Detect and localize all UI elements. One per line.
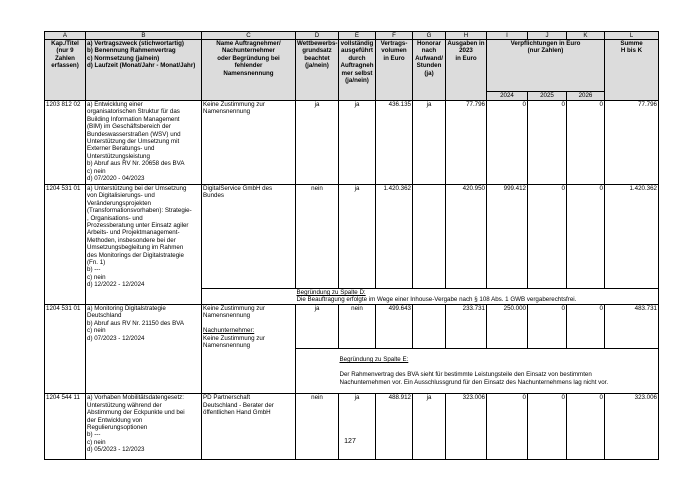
ausgaben-cell: 323.006 [446, 394, 487, 460]
table-row [45, 394, 659, 460]
header-auftragnehmer: Name Auftragnehmer/ Nachunternehmer oder Begründung bei fehlender Namensnennung [202, 40, 296, 101]
column-letter: L [605, 32, 659, 40]
year-2025: 2025 [528, 92, 567, 101]
column-letter: D [296, 32, 339, 40]
ausgaben-cell: 420.950 [446, 185, 487, 289]
column-letter: I [487, 32, 528, 40]
header-wettbewerb: Wettbewerbs- grundsatz beachtet (ja/nein) [296, 40, 339, 101]
header-honorar: Honorar nach Aufwand/ Stunden (ja) [413, 40, 446, 101]
auftragnehmer-cell: Keine Zustimmung zur Namensnennung [202, 101, 296, 185]
wettbewerb-cell: nein [296, 185, 339, 289]
header-row [45, 40, 659, 92]
wettbewerb-cell: nein [296, 394, 339, 460]
nachunternehmer-label: Nachunternehmer: [203, 327, 255, 335]
summe-cell: 1.420.362 [605, 185, 659, 289]
year-2026: 2026 [567, 92, 605, 101]
begruendung-title: Begründung zu Spalte E: [339, 356, 409, 364]
verpflichtung-2025-cell: 0 [528, 305, 567, 349]
begruendung-spacer [202, 289, 296, 305]
header-vertragsvolumen: Vertrags- volumen in Euro [376, 40, 413, 101]
column-letter: H [446, 32, 487, 40]
table-row [45, 305, 659, 349]
begruendung-spacer [296, 349, 339, 394]
column-letter: A [45, 32, 86, 40]
kap-titel-cell: 1204 544 11 [45, 394, 86, 460]
header-summe: Summe H bis K [605, 40, 659, 101]
column-letter: F [376, 32, 413, 40]
verpflichtung-2025-cell: 0 [528, 394, 567, 460]
selbst-cell: ja [339, 101, 376, 185]
vertragszweck-cell: a) Monitoring Digitalstrategie Deutschland b) Abruf aus RV Nr. 21150 des BVA c) nein d) 07/2023 - 12/2024 [86, 305, 202, 394]
column-letter: J [528, 32, 567, 40]
volumen-cell: 488.912 [376, 394, 413, 460]
verpflichtung-2026-cell: 0 [567, 101, 605, 185]
begruendung-title: Begründung zu Spalte D: [296, 289, 366, 296]
honorar-cell [413, 185, 446, 289]
ausgaben-cell: 77.796 [446, 101, 487, 185]
volumen-cell: 499.643 [376, 305, 413, 349]
volumen-cell: 1.420.362 [376, 185, 413, 289]
column-letter: C [202, 32, 296, 40]
selbst-cell: nein [339, 305, 376, 349]
verpflichtung-2026-cell: 0 [567, 185, 605, 289]
header-ausgaben: Ausgaben in 2023 in Euro [446, 40, 487, 101]
table-row [45, 185, 659, 289]
column-letter-row [45, 32, 659, 40]
verpflichtung-2026-cell: 0 [567, 305, 605, 349]
verpflichtung-2025-cell: 0 [528, 185, 567, 289]
begruendung-cell [296, 289, 659, 305]
honorar-cell: ja [413, 394, 446, 460]
nachunternehmer-text: Keine Zustimmung zur Namensnennung [203, 334, 265, 350]
page-number: 127 [344, 438, 356, 445]
auftragnehmer-cell [202, 305, 296, 394]
verpflichtung-2024-cell: 250.000 [487, 305, 528, 349]
kap-titel-cell: 1203 812 02 [45, 101, 86, 185]
kap-titel-cell: 1204 531 01 [45, 305, 86, 394]
selbst-cell: ja [339, 394, 376, 460]
kap-titel-cell: 1204 531 01 [45, 185, 86, 305]
summe-cell: 483.731 [605, 305, 659, 349]
column-letter: G [413, 32, 446, 40]
begruendung-cell [339, 349, 659, 394]
auftragnehmer-cell: DigitalService GmbH des Bundes [202, 185, 296, 289]
summe-cell: 77.796 [605, 101, 659, 185]
vertragszweck-cell: a) Entwicklung einer organisatorischen Struktur für das Building Information Management (BIM) im Geschäftsbereich der Bundeswasserstraßen (WSV) und Unterstützung der Umsetzung mit Externer Beratungs- und Unterstützungsleistung b) Abruf aus RV Nr. 20658 des BVA c) nein d) 07/2020 - 04/2023 [86, 101, 202, 185]
column-letter: K [567, 32, 605, 40]
header-vertragszweck: a) Vertragszweck (stichwortartig) b) Benennung Rahmenvertrag c) Normsetzung (ja/nein) d) Laufzeit (Monat/Jahr - Monat/Jahr) [86, 40, 202, 101]
begruendung-text: Der Rahmenvertrag des BVA sieht für bestimmte Leistungsteile den Einsatz von bestimmten Nachunternehmen vor. Ein Ausschlussgrund für den Einsatz des Nachunternehmens lag nicht vor. [339, 371, 609, 386]
column-letter: B [86, 32, 202, 40]
vertragszweck-cell: a) Vorhaben Mobilitätsdatengesetz: Unterstützung während der Abstimmung der Eckpunkte und bei der Entwicklung von Regulierungsoptionen b) --- c) nein d) 05/2023 - 12/2023 [86, 394, 202, 460]
wettbewerb-cell: ja [296, 305, 339, 349]
honorar-cell [413, 305, 446, 349]
verpflichtung-2025-cell: 0 [528, 101, 567, 185]
auftragnehmer-text: Keine Zustimmung zur Namensnennung [203, 305, 265, 320]
honorar-cell: ja [413, 101, 446, 185]
year-2024: 2024 [487, 92, 528, 101]
summe-cell: 323.006 [605, 394, 659, 460]
column-letter: E [339, 32, 376, 40]
verpflichtung-2026-cell: 0 [567, 394, 605, 460]
auftragnehmer-cell: PD Partnerschaft Deutschland - Berater der öffentlichen Hand GmbH [202, 394, 296, 460]
header-kap-titel: Kap./Titel (nur 9 Zahlen erfassen) [45, 40, 86, 101]
verpflichtung-2024-cell: 999.412 [487, 185, 528, 289]
ausgaben-cell: 233.731 [446, 305, 487, 349]
header-verpflichtungen: Verpflichtungen in Euro (nur Zahlen) [487, 40, 605, 92]
wettbewerb-cell: ja [296, 101, 339, 185]
begruendung-text: Die Beauftragung erfolgte im Wege einer Inhouse-Vergabe nach § 108 Abs. 1 GWB vergaberechtsfrei. [296, 296, 577, 304]
volumen-cell: 436.135 [376, 101, 413, 185]
verpflichtung-2024-cell: 0 [487, 394, 528, 460]
selbst-cell: ja [339, 185, 376, 289]
table-row [45, 101, 659, 185]
vertragszweck-cell: a) Unterstützung bei der Umsetzung von Digitalisierungs- und Veränderungsprojekten (Transformationsvorhaben): Strategie- , Organisations- und Prozessberatung unter Einsatz agiler Arbeits- und Projektmanagement- Methoden, insbesondere bei der Umsetzungsbegleitung im Rahmen des Monitorings der Digitalstrategie (Fn. 1) b) --- c) nein d) 12/2022 - 12/2024 [86, 185, 202, 305]
header-selbst-ausgefuehrt: vollständig ausgeführt durch Auftragneh mer selbst (ja/nein) [339, 40, 376, 101]
verpflichtung-2024-cell: 0 [487, 101, 528, 185]
contracts-table [44, 31, 659, 460]
